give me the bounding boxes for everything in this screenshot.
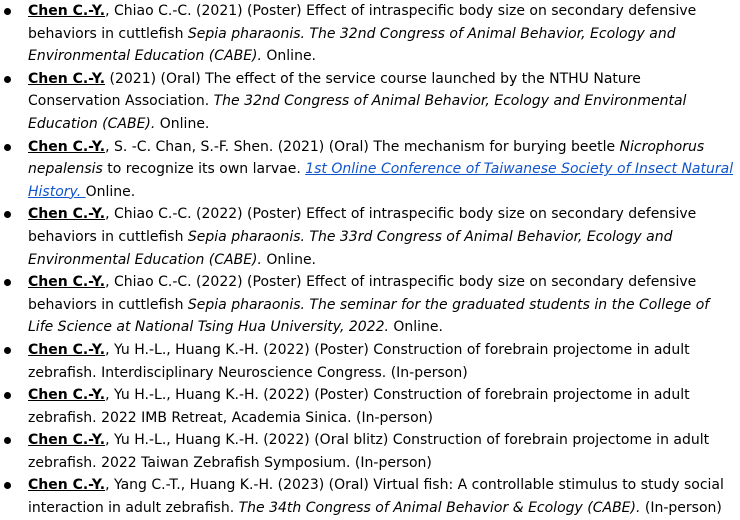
publication-entry — [0, 68, 740, 136]
entry-text: Online. — [85, 183, 136, 200]
entry-text: , S. -C. Chan, S.-F. Shen. (2021) (Oral) The mechanism for burying beetle — [105, 138, 620, 155]
entry-text: , Yu H.-L., Huang K.-H. (2022) (Oral blitz) Construction of forebrain projectome in adult zebrafish. 2022 Taiwan Zebrafish Symposium. (In-person) — [28, 432, 710, 471]
bullet-icon — [4, 347, 11, 354]
publication-entry — [0, 429, 740, 474]
entry-text: Online. — [261, 251, 317, 268]
author-name: Chen C.-Y. — [28, 387, 106, 404]
entry-text: (In-person) — [640, 500, 722, 517]
entry-text: , Yu H.-L., Huang K.-H. (2022) (Poster) Construction of forebrain projectome in adult zebrafish. Interdisciplinary Neuroscience Congress. (In-person) — [28, 341, 690, 381]
bullet-icon — [4, 482, 11, 489]
entry-text: , Chiao C.-C. (2022) (Poster) Effect of intraspecific body size on secondary defensive behaviors in cuttlefish — [28, 274, 697, 313]
author-name: Chen C.-Y. — [28, 138, 106, 155]
italic-text: The 32nd Congress of Animal Behavior, Ecology and Environmental Education (CABE). — [28, 93, 687, 132]
publication-entry — [0, 136, 740, 204]
author-name: Chen C.-Y. — [28, 70, 106, 87]
author-name: Chen C.-Y. — [28, 341, 106, 358]
bullet-icon — [4, 392, 11, 399]
bullet-icon — [4, 76, 11, 83]
entry-text: (2021) (Oral) The effect of the service course launched by the NTHU Nature Conservation Association. — [28, 70, 641, 110]
author-name: Chen C.-Y. — [28, 432, 106, 449]
bullet-icon — [4, 211, 11, 218]
publication-entry — [0, 384, 740, 429]
publication-entry — [0, 339, 740, 384]
italic-text: Nicrophorus nepalensis — [28, 138, 705, 178]
italic-text: Sepia pharaonis. The 32nd Congress of Animal Behavior, Ecology and Environmental Education (CABE). — [28, 25, 676, 65]
publication-entry — [0, 203, 740, 271]
italic-text: The 34th Congress of Animal Behavior & Ecology (CABE). — [238, 500, 641, 517]
publication-entry — [0, 474, 740, 519]
entry-text: Online. — [155, 115, 210, 132]
author-name: Chen C.-Y. — [28, 206, 106, 223]
entry-text: , Yang C.-T., Huang K.-H. (2023) (Oral) Virtual fish: A controllable stimulus to study social interaction in adult zebrafish. — [28, 477, 724, 517]
conference-link[interactable]: 1st Online Conference of Taiwanese Society of Insect Natural History. — [28, 161, 734, 200]
author-name: Chen C.-Y. — [28, 274, 106, 291]
bullet-icon — [4, 144, 11, 151]
entry-text: to recognize its own larvae. — [102, 161, 306, 178]
entry-text: Online. — [261, 48, 317, 65]
publication-entry — [0, 0, 740, 68]
entry-text: , Yu H.-L., Huang K.-H. (2022) (Poster) Construction of forebrain projectome in adult zebrafish. 2022 IMB Retreat, Academia Sinica. (In-person) — [28, 387, 690, 426]
bullet-icon — [4, 279, 11, 286]
italic-text: Sepia pharaonis. The seminar for the graduated students in the College of Life Science at National Tsing Hua University, 2022. — [28, 296, 710, 336]
publication-entry — [0, 271, 740, 339]
entry-text: Online. — [388, 319, 443, 336]
italic-text: Sepia pharaonis. The 33rd Congress of Animal Behavior, Ecology and Environmental Education (CABE). — [28, 228, 673, 268]
author-name: Chen C.-Y. — [28, 477, 106, 494]
bullet-icon — [4, 8, 11, 15]
entry-text: , Chiao C.-C. (2021) (Poster) Effect of intraspecific body size on secondary defensive behaviors in cuttlefish — [28, 3, 697, 42]
entry-text: , Chiao C.-C. (2022) (Poster) Effect of intraspecific body size on secondary defensive behaviors in cuttlefish — [28, 206, 697, 245]
author-name: Chen C.-Y. — [28, 3, 106, 19]
bullet-icon — [4, 437, 11, 444]
